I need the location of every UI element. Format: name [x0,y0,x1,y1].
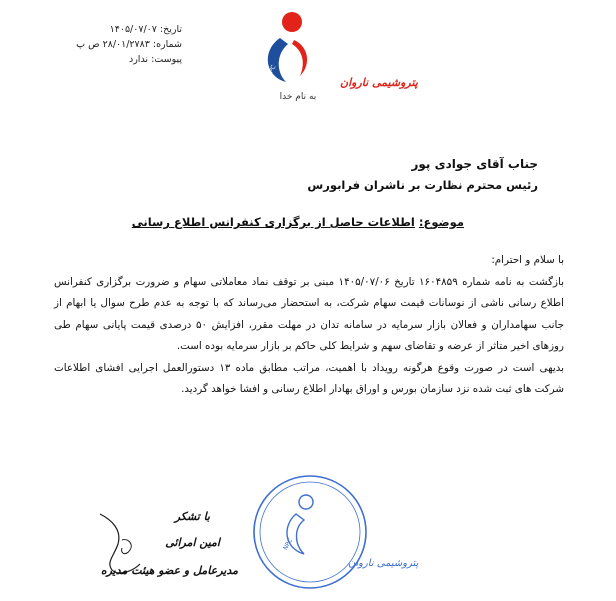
logo-initials: NPC [265,63,278,79]
recipient-title: رئیس محترم نظارت بر ناشران فرابورس [307,178,538,192]
stamp-dot [299,495,313,509]
company-stamp [248,470,419,594]
company-logo [252,6,418,104]
body-paragraph-2: بدیهی است در صورت وقوع هرگونه رویداد با اهمیت، مراتب مطابق ماده ۱۳ دستورالعمل اجرایی افشای اطلاعات شرکت های ثبت شده نزد سازمان بورس و اوراق بهادار اطلاع رسانی و افشا خواهد گردید. [54,361,564,395]
logo-text: پتروشیمی ناروان [340,76,418,89]
subject-line [132,215,464,229]
letter-date: تاریخ: ۱۴۰۵/۰۷/۰۷ [109,24,182,35]
logo-red-dot [282,12,302,32]
signature-block [60,510,238,594]
logo-red-swoosh [292,40,307,76]
signature-closing: با تشکر [174,510,210,523]
signature-name: امین امرائی [165,536,220,549]
stamp-initials: NPC [281,537,295,552]
stamp-outer-ring [254,476,366,588]
greeting: با سلام و احترام: [491,254,564,266]
recipient-block [307,154,538,196]
letter-number: شماره: ۲۸/۰۱/۲۷۸۳ ص پ [76,39,182,50]
body-paragraph-1: بازگشت به نامه شماره ۱۶۰۴۸۵۹ تاریخ ۱۴۰۵/۰۷/۰۶ مبنی بر توقف نماد معاملاتی سهام و ضرورت برگزاری کنفرانس اطلاع رسانی ناشی از نوسانات قیمت سهام شرکت، به استحضار می‌رساند که با توجه به عدم طرح سوال یا ابهام از جانب سهامداران و فعالان بازار سرمایه در سامانه تدان در مهلت مقرر، افزایش ۵۰ درصدی قیمت پایانی سهام طی روزهای اخیر متاثر از عرضه و تقاضای سهم و شرایط کلی حاکم بر بازار سرمایه بوده است. [54,275,565,352]
letter-attachment: پیوست: ندارد [128,54,182,65]
subject-text: اطلاعات حاصل از برگزاری کنفرانس اطلاع رسانی [131,215,415,229]
letter-body [54,250,564,401]
recipient-name: جناب آقای جوادی پور [411,157,538,171]
subject-label: موضوع: [418,215,464,229]
letter-meta [22,22,182,67]
signature-position: مدیرعامل و عضو هیئت مدیره [100,564,238,577]
stamp-text: پتروشیمی ناروان [348,558,419,569]
bismillah: به نام خدا [279,92,317,102]
